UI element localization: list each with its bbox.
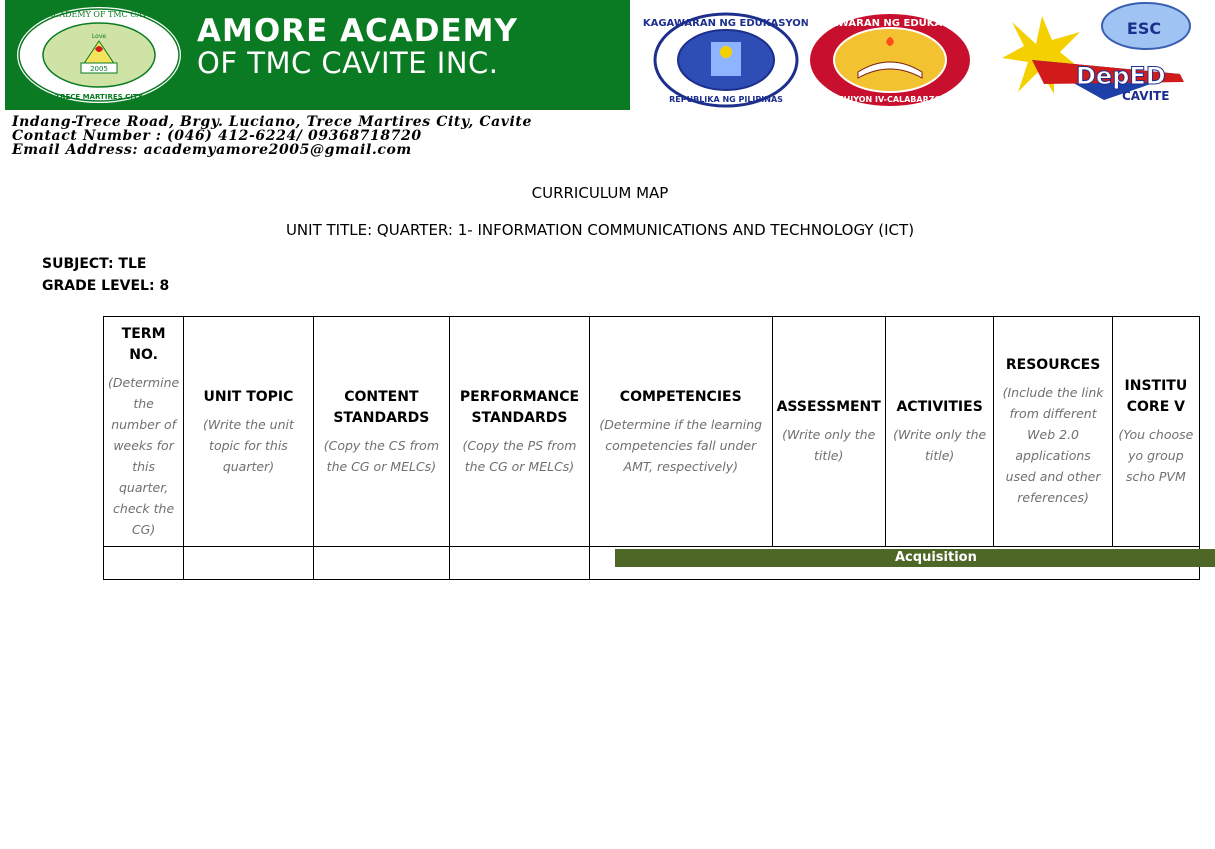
- grade-level-label: GRADE LEVEL: 8: [42, 278, 170, 294]
- column-title: ACTIVITIES: [896, 399, 983, 415]
- column-title: TERM NO.: [121, 325, 166, 363]
- column-title: INSTITU CORE V: [1124, 378, 1188, 415]
- svg-text:Love: Love: [91, 33, 107, 40]
- deped-seal-logo: [642, 12, 810, 108]
- header-cell-assessment: [772, 317, 885, 547]
- header-cell-unit-topic: [184, 317, 314, 547]
- header-cell-institutional-core-values: [1112, 317, 1199, 547]
- header-cell-content-standards: [313, 317, 449, 547]
- svg-text:ESC: ESC: [1126, 19, 1162, 38]
- header-cell-performance-standards: [450, 317, 590, 547]
- column-note: (Determine the number of weeks for this quarter, check the CG): [108, 374, 180, 537]
- svg-text:KAGAWARAN NG EDUKASYON: KAGAWARAN NG EDUKASYON: [806, 18, 974, 29]
- address-line: Indang-Trece Road, Brgy. Luciano, Trece Martires City, Cavite: [12, 114, 532, 130]
- column-title: CONTENT STANDARDS: [333, 388, 430, 426]
- school-banner: [5, 0, 630, 110]
- contact-number-line: Contact Number : (046) 412-6224/ 09368718720: [12, 128, 422, 144]
- email-line: Email Address: academyamore2005@gmail.com: [12, 142, 412, 158]
- svg-text:REPUBLIKA NG PILIPINAS: REPUBLIKA NG PILIPINAS: [669, 95, 783, 104]
- column-note: (You choose yo group scho PVM: [1118, 427, 1194, 484]
- column-title: UNIT TOPIC: [203, 388, 294, 405]
- svg-text:REHIYON IV-CALABARZON: REHIYON IV-CALABARZON: [831, 95, 949, 104]
- subject-label: SUBJECT: TLE: [42, 256, 147, 272]
- table-header-row: [104, 317, 1200, 547]
- column-note: (Copy the CS from the CG or MELCs): [323, 437, 440, 474]
- table-cell[interactable]: [184, 547, 314, 580]
- header-cell-resources: [994, 317, 1112, 547]
- svg-text:CAVITE: CAVITE: [1122, 89, 1170, 103]
- column-note: (Include the link from different Web 2.0 applications used and other references): [1002, 385, 1104, 505]
- header-cell-activities: [885, 317, 994, 547]
- column-title: ASSESSMENT: [776, 399, 881, 415]
- column-note: (Write only the title): [893, 427, 987, 463]
- header-cell-competencies: [589, 317, 772, 547]
- svg-text:AMORE ACADEMY OF TMC CAVITE, I: AMORE ACADEMY OF TMC CAVITE, INC.: [12, 10, 186, 19]
- column-title: COMPETENCIES: [619, 388, 742, 405]
- column-note: (Determine if the learning competencies fall under AMT, respectively): [599, 416, 763, 474]
- acquisition-label: Acquisition: [895, 550, 977, 565]
- table-cell[interactable]: [313, 547, 449, 580]
- unit-title: UNIT TITLE: QUARTER: 1- INFORMATION COMMUNICATIONS AND TECHNOLOGY (ICT): [285, 221, 915, 239]
- school-name-line2: OF TMC CAVITE INC.: [197, 46, 499, 80]
- curriculum-map-table: [103, 316, 1200, 580]
- column-title: RESOURCES: [1005, 357, 1101, 373]
- table-cell[interactable]: [104, 547, 184, 580]
- svg-text:TRECE MARTIRES CITY: TRECE MARTIRES CITY: [55, 93, 143, 101]
- school-seal-logo: [12, 5, 186, 105]
- svg-text:2005: 2005: [90, 65, 108, 73]
- column-title: PERFORMANCE STANDARDS: [459, 388, 580, 426]
- svg-text:KAGAWARAN NG EDUKASYON: KAGAWARAN NG EDUKASYON: [642, 18, 810, 29]
- column-note: (Write the unit topic for this quarter): [202, 416, 294, 474]
- column-note: (Copy the PS from the CG or MELCs): [462, 437, 577, 474]
- school-name-line1: AMORE ACADEMY: [197, 13, 518, 49]
- document-title: CURRICULUM MAP: [531, 184, 669, 202]
- column-note: (Write only the title): [782, 427, 876, 463]
- svg-text:DepED: DepED: [1076, 62, 1166, 90]
- acquisition-band: [615, 549, 1215, 567]
- region-seal-logo: [808, 12, 972, 108]
- header-cell-term: [104, 317, 184, 547]
- table-cell[interactable]: [450, 547, 590, 580]
- deped-cavite-logo: [984, 0, 1196, 108]
